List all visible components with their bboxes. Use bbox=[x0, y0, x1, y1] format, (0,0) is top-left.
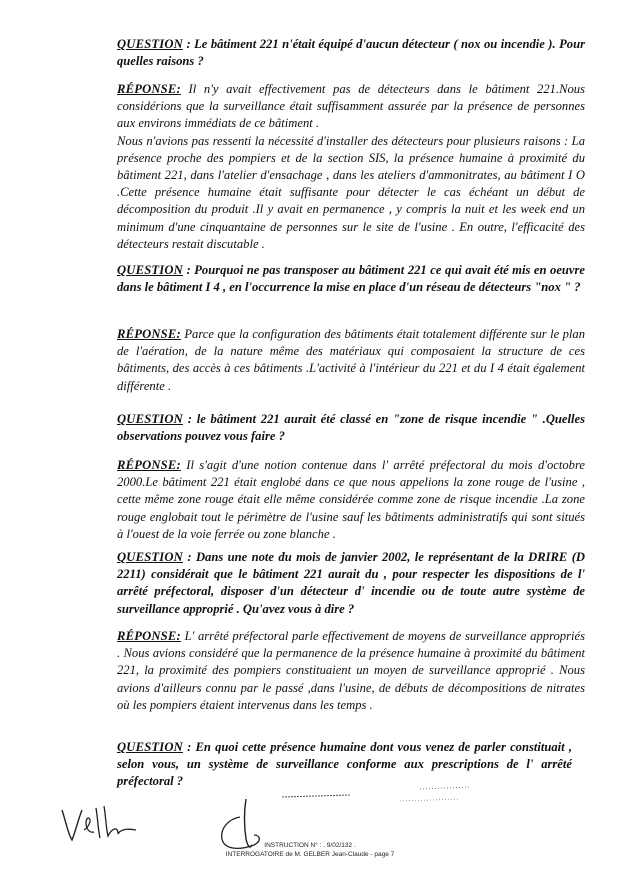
question-text: : Le bâtiment 221 n'était équipé d'aucun détecteur ( nox ou incendie ). Pour quelles raisons ? bbox=[117, 37, 585, 69]
question-text: : le bâtiment 221 aurait été classé en "zone de risque incendie " .Quelles observations pouvez vous faire ? bbox=[117, 412, 585, 444]
handwritten-initials bbox=[56, 800, 146, 846]
question-3 bbox=[117, 411, 585, 445]
question-5 bbox=[117, 739, 572, 791]
answer-label: RÉPONSE: bbox=[117, 82, 181, 96]
answer-3 bbox=[117, 457, 585, 543]
question-label: QUESTION bbox=[117, 740, 183, 754]
question-text: : En quoi cette présence humaine dont vous venez de parler constituait , selon vous, un système de surveillance conforme aux prescriptions de l' arrêté préfectoral ? bbox=[117, 740, 572, 789]
scan-specks bbox=[280, 785, 480, 807]
answer-2 bbox=[117, 326, 585, 395]
qa-block-1 bbox=[117, 36, 585, 70]
qa-block-2 bbox=[117, 262, 585, 296]
qa-block-4 bbox=[117, 549, 585, 618]
question-label: QUESTION bbox=[117, 550, 183, 564]
answer-1 bbox=[117, 81, 585, 253]
footer-instruction: INSTRUCTION N° : . 9/02/132 . bbox=[264, 842, 356, 849]
question-label: QUESTION bbox=[117, 37, 183, 51]
question-label: QUESTION bbox=[117, 263, 183, 277]
answer-4 bbox=[117, 628, 585, 714]
footer-page-info: INTERROGATOIRE de M. GELBER Jean-Claude - page 7 bbox=[225, 851, 395, 858]
answer-text: Il s'agit d'une notion contenue dans l' arrêté préfectoral du mois d'octobre 2000.Le bâtiment 221 était englobé dans ce que nous appelions la zone rouge de l'usine , cette même zone rouge était elle même considérée comme zone de risque incendie .La zone rouge englobait tout le périmètre de l'usine sauf les bâtiments administratifs qui sont situés à l'ouest de la voie ferrée ou zone blanche . bbox=[117, 458, 585, 541]
qa-block-5 bbox=[117, 739, 572, 791]
question-4 bbox=[117, 549, 585, 618]
answer-label: RÉPONSE: bbox=[117, 629, 181, 643]
question-1 bbox=[117, 36, 585, 70]
question-text: : Pourquoi ne pas transposer au bâtiment 221 ce qui avait été mis en oeuvre dans le bâtiment I 4 , en l'occurrence la mise en place d'un réseau de détecteurs "nox " ? bbox=[117, 263, 585, 295]
answer-text: Il n'y avait effectivement pas de détecteurs dans le bâtiment 221.Nous considérions que la surveillance était suffisamment assurée par la présence de personnes aux environs immédiats de ce bâtiment . Nous n'avions pas ressenti la nécessité d'installer des détecteurs pour plusieurs raisons : La présence proche des pompiers et de la section SIS, la présence humaine à proximité du bâtiment 221, dans l'atelier d'ensachage , dans les ateliers d'ammonitrates, au bâtiment I O .Cette présence humaine était suffisante pour détecter le cas échéant un début de décomposition du produit .Il y avait en permanence , y compris la nuit et les week end un minimum d'une cinquantaine de personnes sur le site de l'usine . En outre, l'efficacité des détecteurs restait discutable . bbox=[117, 82, 585, 251]
answer-label: RÉPONSE: bbox=[117, 458, 181, 472]
answer-text: L' arrêté préfectoral parle effectivement de moyens de surveillance appropriés . Nous avions considéré que la permanence de la présence humaine à proximité du bâtiment 221, la proximité des pompiers constituaient un moyen de surveillance approprié . Nous avions d'ailleurs connu par le passé ,dans l'usine, de débuts de décompositions de nitrates où les pompiers étaient intervenus dans les temps . bbox=[117, 629, 585, 712]
question-2 bbox=[117, 262, 585, 296]
question-text: : Dans une note du mois de janvier 2002, le représentant de la DRIRE (D 2211) considérait que le bâtiment 221 aurait du , pour respecter les dispositions de l' arrêté préfectoral, disposer d'un détecteur d' incendie ou de toute autre système de surveillance approprié . Qu'avez vous à dire ? bbox=[117, 550, 585, 616]
answer-text: Parce que la configuration des bâtiments était totalement différente sur le plan de l'aération, de la nature même des matériaux qui composaient la structure de ces bâtiments, des accès à ces bâtiments .L'activité à l'intérieur du 221 et du I 4 était également différente . bbox=[117, 327, 586, 393]
answer-label: RÉPONSE: bbox=[117, 327, 181, 341]
qa-block-3 bbox=[117, 411, 585, 445]
question-label: QUESTION bbox=[117, 412, 183, 426]
